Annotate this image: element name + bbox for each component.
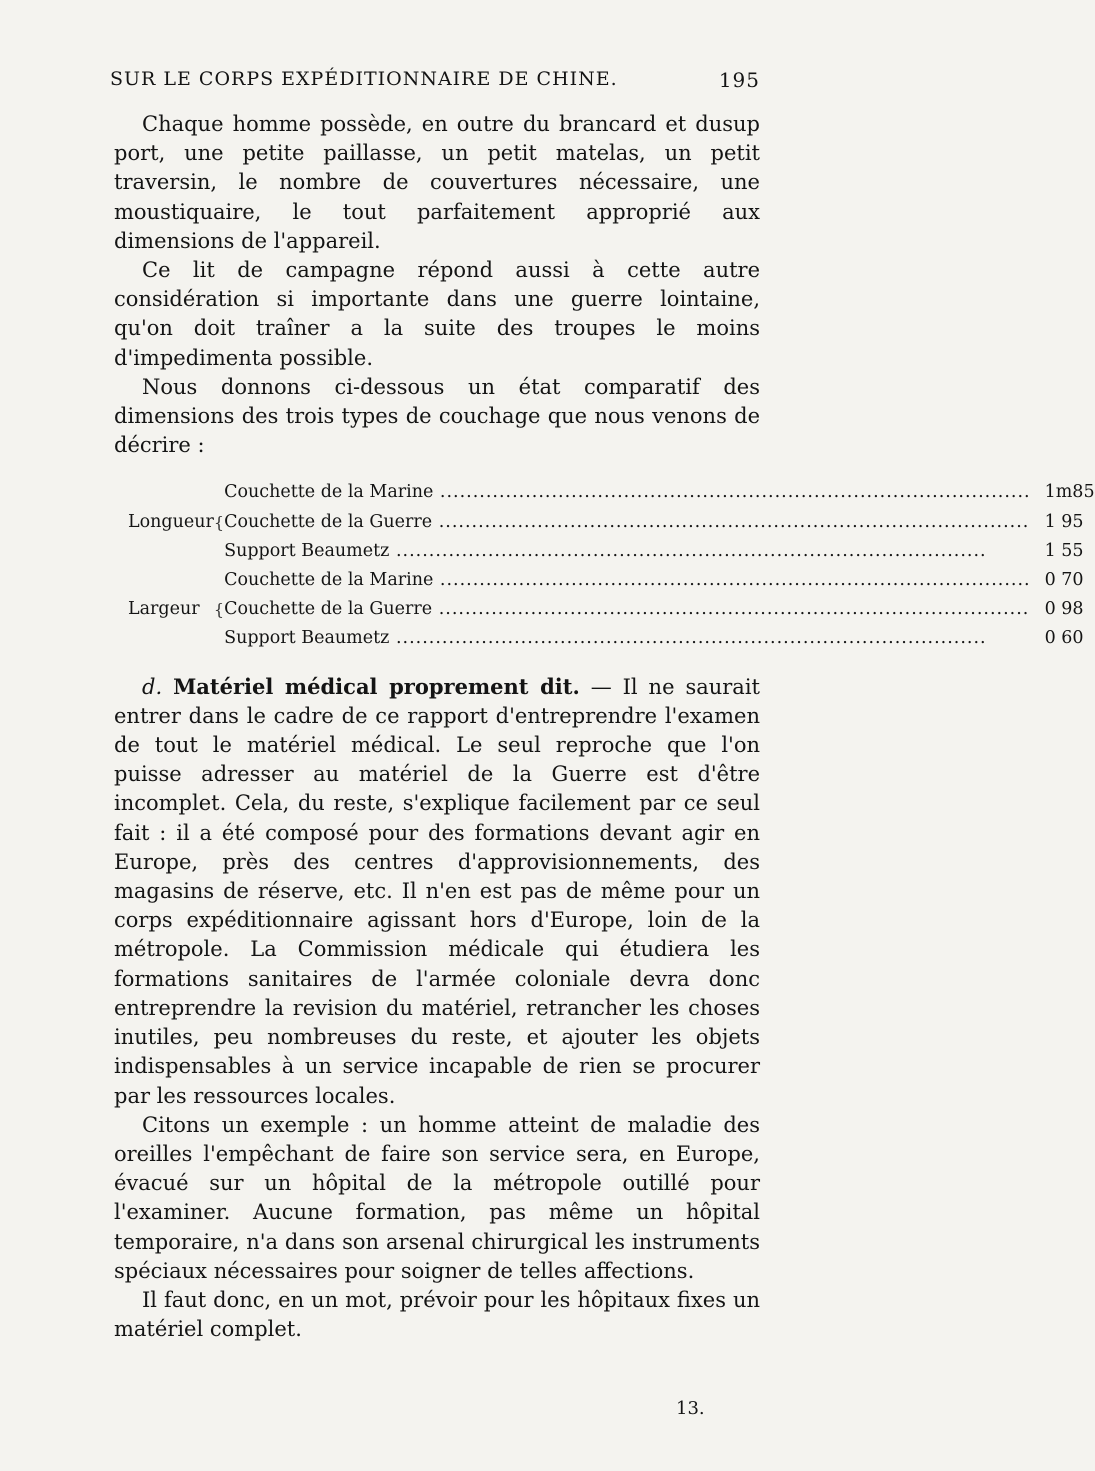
table-row xyxy=(114,566,1095,595)
paragraph-campaign-bed: Ce lit de campagne répond aussi à cette autre considération si importante dans une guerre lointaine, qu'on doit traîner a la suite des troupes le moins d'impedimenta possible. xyxy=(114,258,760,370)
signature-mark: 13. xyxy=(676,1398,705,1419)
paragraph-conclusion: Il faut donc, en un mot, prévoir pour les hôpitaux fixes un matériel complet. xyxy=(114,1287,760,1342)
row-item: Couchette de la Marine xyxy=(224,570,434,591)
row-item: Support Beaumetz xyxy=(224,628,390,649)
paragraph-bed-equipment: Chaque homme possède, en outre du brancard et dusup port, une petite paillasse, un petit matelas, un petit traversin, le nombre de couvertures nécessaire, une moustiquaire, le tout parfaitement approprié aux dimensions de l'appareil. xyxy=(114,112,760,253)
group-label-width: Largeur xyxy=(128,599,200,620)
row-value: 0 98 xyxy=(1044,599,1084,620)
section-letter: d. xyxy=(142,674,163,699)
running-head xyxy=(110,68,760,90)
row-item: Couchette de la Guerre xyxy=(224,599,433,620)
paragraph-comparison-intro: Nous donnons ci-dessous un état comparatif des dimensions des trois types de couchage que nous venons de décrire : xyxy=(114,374,760,458)
section-d-text: — Il ne saurait entrer dans le cadre de ce rapport d'entreprendre l'examen de tout le matériel médical. Le seul reproche que l'on puisse adresser au matériel de la Guerre est d'être incomplet. Cela, du reste, s'explique facilement par ce seul fait : il a été composé pour des formations devant agir en Europe, près des centres d'approvisionnements, des magasins de réserve, etc. Il n'en est pas de même pour un corps expéditionnaire agissant hors d'Europe, loin de la métropole. La Commission médicale qui étudiera les formations sanitaires de l'armée coloniale devra donc entreprendre la revision du matériel, retrancher les choses inutiles, peu nombreuses du reste, et ajouter les objets indispensables à un service incapable de rien se procurer par les ressources locales. xyxy=(114,674,760,1108)
group-label-length: Longueur xyxy=(128,511,214,532)
row-item: Support Beaumetz xyxy=(224,540,390,561)
row-value: 0 70 xyxy=(1044,570,1084,591)
table-row xyxy=(114,624,1095,653)
row-value: 0 60 xyxy=(1044,628,1084,649)
paragraph-example: Citons un exemple : un homme atteint de maladie des oreilles l'empêchant de faire son service sera, en Europe, évacué sur un hôpital de la métropole outillé pour l'examiner. Aucune formation, pas même un hôpital temporaire, n'a dans son arsenal chirurgical les instruments spéciaux nécessaires pour soigner de telles affections. xyxy=(114,1112,760,1283)
table-row xyxy=(114,595,1095,624)
page-number: 195 xyxy=(718,68,760,92)
running-head-title: SUR LE CORPS EXPÉDITIONNAIRE DE CHINE. xyxy=(110,68,618,90)
dimensions-table xyxy=(114,478,1095,653)
section-heading: Matériel médical proprement dit. xyxy=(173,673,580,699)
brace-length: { xyxy=(213,512,225,532)
row-value: 1 95 xyxy=(1044,511,1084,532)
table-row xyxy=(114,478,1095,507)
table-row xyxy=(114,537,1095,566)
brace-width: { xyxy=(213,600,225,620)
row-item: Couchette de la Guerre xyxy=(224,511,433,532)
row-value: 1m85 xyxy=(1044,482,1095,503)
row-item: Couchette de la Marine xyxy=(224,482,434,503)
table-row xyxy=(114,508,1095,537)
section-d-paragraph xyxy=(114,672,760,1111)
body-text xyxy=(114,110,1095,1344)
row-value: 1 55 xyxy=(1044,540,1084,561)
